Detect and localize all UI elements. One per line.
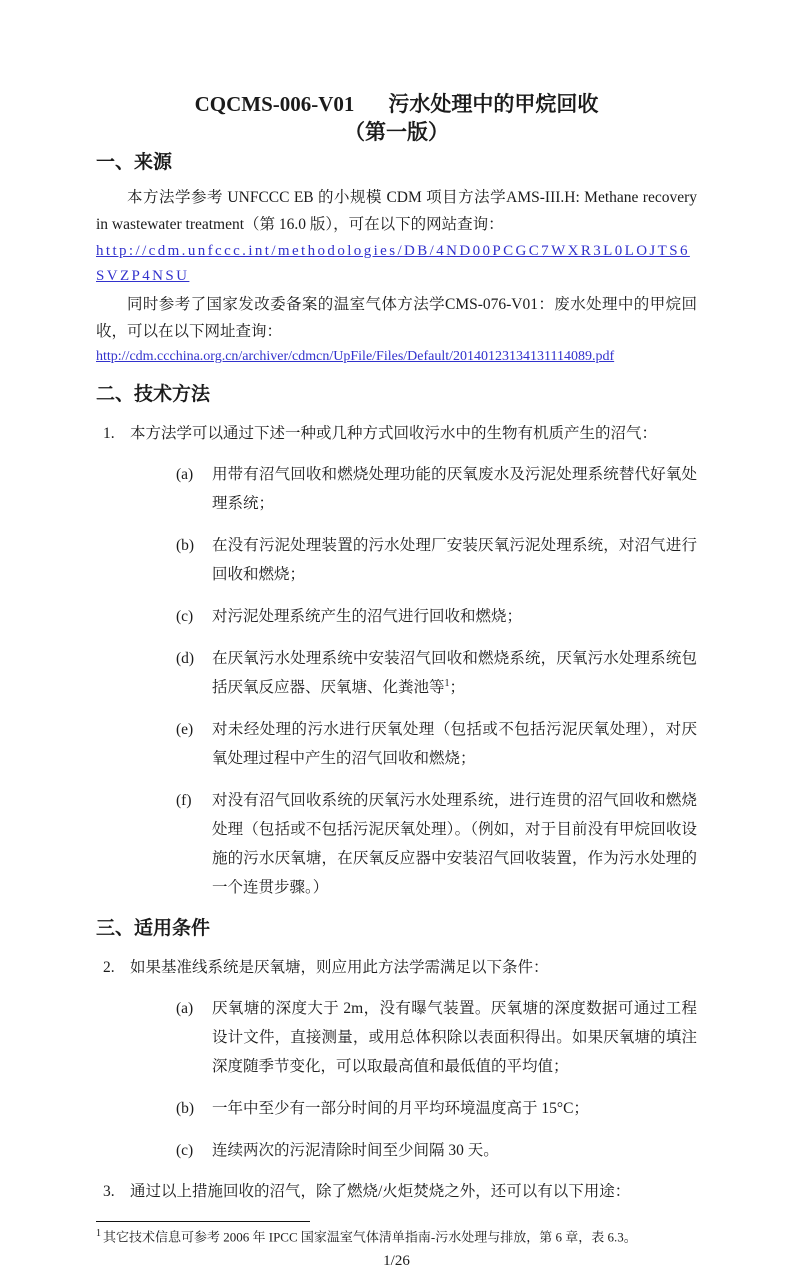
list-item-label: (c) [176,608,194,625]
item-number: 3. [103,1183,115,1200]
list-item-text-tail: ； [449,679,466,696]
item-text: 本方法学可以通过下述一种或几种方式回收污水中的生物有机质产生的沼气： [130,425,658,442]
document-title [96,90,697,118]
list-item-2b [96,1094,697,1123]
list-item-text: 用带有沼气回收和燃烧处理功能的厌氧废水及污泥处理系统替代好氧处理系统； [212,466,697,512]
list-item-text: 一年中至少有一部分时间的月平均环境温度高于 15°C； [212,1100,589,1117]
list-item-label: (f) [176,792,192,809]
list-item-label: (e) [176,721,194,738]
numbered-item-1 [96,420,697,447]
list-item-label: (c) [176,1142,194,1159]
list-item-text: 连续两次的污泥清除时间至少间隔 30 天。 [212,1142,499,1159]
list-item-1e [96,715,697,773]
numbered-item-3 [96,1178,697,1205]
list-item-text: 在没有污泥处理装置的污水处理厂安装厌氧污泥处理系统，对沼气进行回收和燃烧； [212,537,697,583]
list-item-1c [96,602,697,631]
list-item-text: 厌氧塘的深度大于 2m，没有曝气装置。厌氧塘的深度数据可通过工程设计文件，直接测量，或用总体积除以表面积得出。如果厌氧塘的填注深度随季节变化，可以取最高值和最低值的平均值； [212,1000,697,1075]
page-number: 1/26 [383,1253,410,1270]
item-text: 通过以上措施回收的沼气，除了燃烧/火炬焚烧之外，还可以有以下用途： [130,1183,631,1200]
list-item-1a [96,460,697,518]
list-item-text-body: 在厌氧污水处理系统中安装沼气回收和燃烧系统，厌氧污水处理系统包括厌氧反应器、厌氧塘、化粪池等 [212,650,697,696]
item-text: 如果基准线系统是厌氧塘，则应用此方法学需满足以下条件： [130,959,549,976]
list-item-1b [96,531,697,589]
link-unfccc-methodology[interactable]: http://cdm.unfccc.int/methodologies/DB/4ND00PCGC7WXR3L0LOJTS6SVZP4NSU [96,243,690,284]
list-item-text: 对污泥处理系统产生的沼气进行回收和燃烧； [212,608,523,625]
section-heading-applicability: 三、适用条件 [96,918,211,939]
list-item-text: 对没有沼气回收系统的厌氧污水处理系统，进行连贯的沼气回收和燃烧处理（包括或不包括污泥厌氧处理）。（例如，对于目前没有甲烷回收设施的污水厌氧塘，在厌氧反应器中安装沼气回收装置，作为污水处理的一个连贯步骤。） [212,792,697,896]
footnote [96,1225,697,1246]
list-item-2a [96,994,697,1081]
paragraph-source-ndrc: 同时参考了国家发改委备案的温室气体方法学CMS-076-V01：废水处理中的甲烷回收，可以在以下网址查询： [96,296,697,340]
list-item-label: (d) [176,650,195,667]
document-code: CQCMS-006-V01 [194,92,355,116]
list-item-2c [96,1136,697,1165]
document-edition: （第一版） [344,120,449,144]
list-item-1d [96,644,697,702]
section-heading-source: 一、来源 [96,152,173,173]
footnote-text: 其它技术信息可参考 2006 年 IPCC 国家温室气体清单指南-污水处理与排放，第 6 章，表 6.3。 [103,1229,637,1245]
document-title-text: 污水处理中的甲烷回收 [388,92,599,116]
link-ccchina-pdf[interactable]: http://cdm.ccchina.org.cn/archiver/cdmcn/UpFile/Files/Default/20140123134131114089.pdf [96,349,615,364]
list-item-label: (a) [176,1000,194,1017]
numbered-item-2 [96,954,697,981]
list-item-label: (b) [176,537,195,554]
footnote-reference: 1 [444,677,450,689]
list-item-label: (a) [176,466,194,483]
paragraph-source-unfccc: 本方法学参考 UNFCCC EB 的小规模 CDM 项目方法学AMS-III.H: Methane recovery in wastewater treatment（第 16.0 版），可在以下的网站查询： [96,189,697,233]
item-number: 1. [103,425,115,442]
footnote-separator [96,1221,310,1222]
list-item-1f [96,786,697,902]
list-item-text [212,644,697,702]
section-heading-technical-method: 二、技术方法 [96,384,211,405]
list-item-label: (b) [176,1100,195,1117]
footnote-marker: 1 [96,1228,101,1239]
list-item-text: 对未经处理的污水进行厌氧处理（包括或不包括污泥厌氧处理），对厌氧处理过程中产生的沼气回收和燃烧； [212,721,697,767]
item-number: 2. [103,959,115,976]
